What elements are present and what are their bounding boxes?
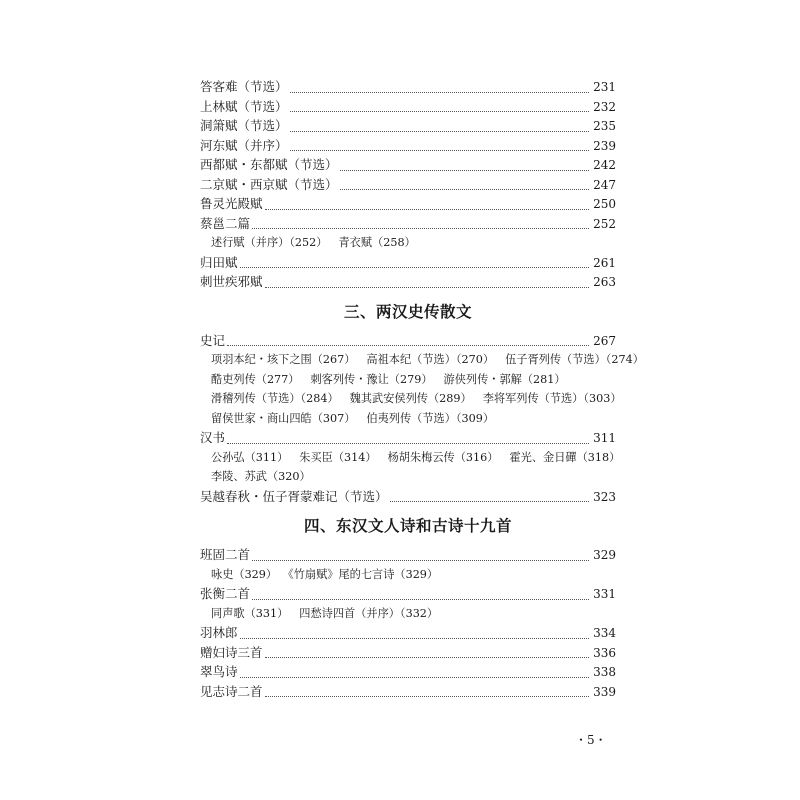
toc-subentry[interactable]: 刺客列传・豫让（279） [310, 372, 433, 386]
toc-entry[interactable] [200, 643, 616, 663]
toc-subentry-line [200, 233, 616, 253]
toc-entry[interactable] [200, 487, 616, 507]
toc-entry[interactable] [200, 136, 616, 156]
toc-entry[interactable] [200, 623, 616, 643]
section-heading-4: 四、东汉文人诗和古诗十九首 [303, 516, 512, 535]
toc-subentry[interactable]: 李将军列传（节选）（303） [482, 392, 622, 405]
toc-entry[interactable] [200, 331, 616, 351]
toc-entry-page: 242 [593, 158, 616, 172]
toc-entry-page: 334 [593, 626, 616, 640]
dot-leader [265, 695, 590, 697]
dot-leader [227, 344, 589, 346]
dot-leader [340, 188, 590, 190]
toc-entry-title: 二京赋・西京赋（节选） [200, 176, 338, 192]
toc-entry-page: 252 [593, 216, 616, 231]
toc-entry-title: 西都赋・东都赋（节选） [200, 157, 338, 172]
dot-leader [240, 266, 590, 268]
toc-entry-page: 247 [593, 177, 616, 192]
toc-entry-page: 331 [593, 587, 616, 601]
toc-entry[interactable] [200, 272, 616, 292]
dot-leader [252, 559, 589, 561]
toc-subentry[interactable]: 咏史（329） [211, 567, 278, 581]
toc-subentry[interactable]: 四愁诗四首（并序）（332） [299, 606, 439, 620]
toc-entry[interactable] [200, 682, 616, 702]
section-heading-3: 三、两汉史传散文 [343, 301, 472, 321]
toc-entry[interactable] [200, 214, 616, 234]
table-of-contents [200, 77, 644, 701]
toc-entry[interactable] [200, 428, 616, 448]
dot-leader [290, 91, 590, 93]
toc-entry-title: 洞箫赋（节选） [200, 118, 288, 133]
toc-entry-page: 250 [593, 197, 616, 211]
toc-entry-title: 吴越春秋・伍子胥蒙难记（节选） [200, 488, 388, 504]
toc-entry[interactable] [200, 97, 616, 117]
toc-entry-page: 329 [593, 548, 616, 562]
dot-leader [240, 637, 590, 639]
toc-subentry[interactable]: 公孙弘（311） [211, 450, 289, 464]
toc-entry-page: 231 [593, 80, 616, 94]
toc-subentry-line [200, 604, 616, 624]
toc-subentry[interactable]: 《竹扇赋》尾的七言诗（329） [288, 567, 439, 581]
toc-subentry-line [200, 389, 622, 409]
toc-subentry[interactable]: 述行赋（并序）（252） [211, 236, 328, 249]
toc-subentry[interactable]: 游侠列传・郭解（281） [443, 372, 566, 386]
toc-entry-title: 归田赋 [200, 254, 238, 270]
dot-leader [290, 130, 590, 132]
toc-entry-page: 339 [593, 684, 616, 699]
toc-subentry[interactable]: 同声歌（331） [211, 606, 289, 620]
toc-subentry-line [200, 409, 616, 429]
toc-entry-title: 汉书 [200, 430, 226, 445]
toc-subentry[interactable]: 杨胡朱梅云传（316） [387, 450, 499, 464]
toc-entry-page: 267 [593, 333, 616, 348]
toc-subentry[interactable]: 霍光、金日磾（318） [509, 450, 621, 464]
toc-subentry[interactable]: 伍子胥列传（节选）（274） [505, 353, 644, 366]
dot-leader [265, 656, 590, 658]
toc-entry-title: 上林赋（节选） [200, 98, 288, 114]
toc-group-poetry [200, 545, 616, 701]
toc-entry[interactable] [200, 194, 616, 214]
toc-entry-title: 翠鸟诗 [200, 664, 238, 679]
toc-entry-page: 311 [593, 431, 616, 445]
toc-entry-page: 336 [593, 645, 616, 660]
toc-subentry-line [200, 467, 616, 487]
toc-entry[interactable] [200, 662, 616, 682]
toc-subentry-line [200, 448, 621, 468]
toc-entry[interactable] [200, 253, 616, 273]
toc-subentry[interactable]: 青衣赋（258） [338, 236, 416, 249]
dot-leader [240, 676, 590, 678]
toc-entry[interactable] [200, 77, 616, 97]
toc-entry[interactable] [200, 175, 616, 195]
toc-entry-title: 史记 [200, 332, 226, 348]
toc-subentry-line [200, 370, 616, 390]
dot-leader [290, 110, 590, 112]
toc-entry-title: 河东赋（并序） [200, 137, 288, 153]
toc-group-history-prose [200, 331, 644, 507]
toc-subentry[interactable]: 项羽本纪・垓下之围（267） [211, 353, 356, 366]
toc-entry-title: 羽林郎 [200, 625, 238, 640]
toc-entry-page: 232 [593, 99, 616, 114]
toc-subentry[interactable]: 高祖本纪（节选）（270） [366, 353, 495, 366]
toc-subentry[interactable]: 滑稽列传（节选）（284） [211, 392, 339, 405]
toc-subentry[interactable]: 李陵、苏武（320） [211, 470, 311, 483]
dot-leader [265, 286, 590, 288]
toc-entry-title: 班固二首 [200, 547, 251, 562]
dot-leader [252, 598, 589, 600]
dot-leader [390, 500, 590, 502]
toc-entry[interactable] [200, 155, 616, 175]
toc-entry-title: 赠妇诗三首 [200, 644, 263, 660]
toc-entry-title: 答客难（节选） [200, 79, 288, 94]
toc-entry-page: 338 [593, 665, 616, 679]
dot-leader [290, 149, 590, 151]
toc-entry-page: 261 [593, 255, 616, 270]
toc-group-fu [200, 77, 616, 292]
toc-subentry[interactable]: 酷吏列传（277） [211, 372, 300, 386]
toc-entry-title: 见志诗二首 [200, 683, 263, 699]
toc-entry-page: 239 [593, 138, 616, 153]
toc-entry[interactable] [200, 545, 616, 565]
toc-subentry[interactable]: 魏其武安侯列传（289） [349, 392, 472, 405]
toc-entry-page: 323 [593, 489, 616, 504]
toc-entry[interactable] [200, 584, 616, 604]
toc-entry-title: 张衡二首 [200, 586, 251, 601]
toc-entry-title: 刺世疾邪赋 [200, 274, 263, 289]
dot-leader [340, 169, 590, 171]
toc-entry-page: 263 [593, 275, 616, 289]
toc-subentry[interactable]: 朱买臣（314） [299, 450, 377, 464]
toc-subentry-line [200, 565, 616, 585]
toc-entry-title: 蔡邕二篇 [200, 215, 251, 231]
page-number: ・5・ [575, 733, 607, 747]
toc-subentry[interactable]: 伯夷列传（节选）（309） [366, 411, 495, 425]
toc-entry-page: 235 [593, 119, 616, 133]
toc-subentry-line [200, 350, 644, 370]
dot-leader [227, 442, 589, 444]
toc-entry[interactable] [200, 116, 616, 136]
toc-entry-title: 鲁灵光殿赋 [200, 196, 263, 211]
dot-leader [265, 208, 590, 210]
dot-leader [252, 227, 589, 229]
toc-subentry[interactable]: 留侯世家・商山四皓（307） [211, 411, 356, 425]
